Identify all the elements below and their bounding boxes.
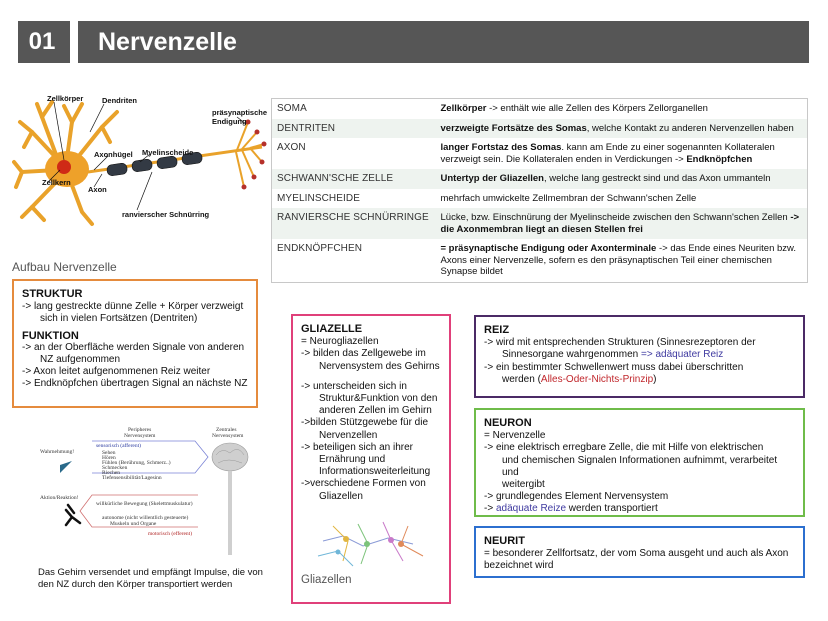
table-row: [272, 169, 808, 189]
label-axonhuegel: Axonhügel: [94, 150, 133, 159]
glia-line: = Neurogliazellen: [301, 336, 379, 348]
term-cell: MYELINSCHEIDE: [277, 192, 360, 204]
funktion-line: -> an der Oberfläche werden Signale von anderen: [22, 341, 245, 353]
chapter-number: 01: [28, 28, 56, 55]
glia-line: -> beteiligen sich an ihrer: [301, 441, 414, 453]
nucleus-shape: [57, 160, 71, 174]
neuron-line: weitergibt: [502, 479, 545, 491]
ns-label: Wahrnehmung!: [40, 449, 75, 455]
label-dendriten: Dendriten: [102, 96, 138, 105]
reiz-line: -> wird mit entsprechenden Strukturen (Sinnesrezeptoren der: [484, 337, 756, 349]
ns-sense: Hören: [102, 455, 116, 461]
neuron-line: -> adäquate Reize werden transportiert: [484, 503, 658, 515]
funktion-line: -> Endknöpfchen übertragen Signal an nächste NZ: [22, 378, 248, 390]
ns-label: willkürliche Bewegung (Skelettmuskulatur): [96, 501, 193, 507]
table-row: [272, 138, 808, 169]
definition-cell: Lücke, bzw. Einschnürung der Myelinscheide zwischen den Schwann'schen Zellen -> die Axonmembran liegt an diesen Stellen frei: [440, 212, 800, 235]
nervensystem-caption: Das Gehirn versendet und empfängt Impulse, die von den NZ durch den Körper transportiert werden: [38, 567, 263, 590]
ns-label: Nervensystem: [124, 433, 156, 439]
glia-line: Informationsweiterleitung: [319, 466, 431, 478]
page-title: Nervenzelle: [98, 28, 237, 56]
glia-spacer: [301, 373, 441, 381]
definition-cell: Zellkörper -> enthält wie alle Zellen des Körpers Zellorganellen: [440, 103, 708, 114]
table-row: [272, 239, 808, 282]
nervensystem-diagram: [30, 425, 270, 560]
neuron-line: -> grundlegendes Element Nervensystem: [484, 491, 669, 503]
ns-label: sensorisch (afferent): [96, 443, 141, 449]
glia-line: Ernährung und: [319, 454, 386, 466]
gliazelle-box: [291, 314, 451, 604]
label-zellkern: Zellkern: [42, 178, 71, 187]
glia-cells-illustration: [313, 516, 433, 571]
label-zellkoerper: Zellkörper: [47, 94, 84, 103]
reiz-heading: REIZ: [484, 324, 510, 336]
label-ranvier: ranvierscher Schnürring: [122, 210, 210, 219]
ns-label: Nervensystem: [212, 433, 244, 439]
definition-cell: langer Fortstaz des Somas. kann am Ende zu einer sogenannten Kollateralen verzweigt sein. Die Kollateralen enden in Verdickungen -> Endknöpfchen: [440, 142, 775, 165]
struktur-line: sich in vielen Fortsätzen (Dentriten): [40, 313, 198, 325]
ns-sense: Sehen: [102, 450, 116, 456]
funktion-line: NZ aufgenommen: [40, 354, 121, 366]
glia-line: -> unterscheiden sich in: [301, 380, 407, 392]
table-row: [272, 119, 808, 139]
reiz-line: Sinnesorgane wahrgenommen => adäquater Reiz: [502, 349, 724, 361]
neuron-illustration: [12, 92, 272, 232]
term-cell: RANVIERSCHE SCHNÜRRINGE: [277, 212, 429, 223]
glia-line: Gliazellen: [319, 490, 363, 502]
ns-sense: Riechen: [102, 470, 121, 476]
definition-table: [271, 98, 808, 283]
title-bar: [18, 21, 809, 63]
term-cell: ENDKNÖPFCHEN: [277, 243, 363, 254]
ns-label: motorisch (efferent): [148, 531, 193, 537]
funktion-line: -> Axon leitet aufgenommenen Reiz weiter: [22, 366, 211, 378]
ns-label: Aktion/Reaktion!: [40, 495, 79, 501]
neuron-line: -> eine elektrisch erregbare Zelle, die mit Hilfe von elektrischen: [484, 442, 764, 454]
neuron-line: und chemischen Signalen Informationen aufnimmt, verarbeitet und: [502, 454, 778, 478]
definition-cell: verzweigte Fortsätze des Somas, welche Kontakt zu anderen Nervenzellen haben: [440, 122, 794, 134]
definition-cell: = präsynaptische Endigung oder Axonterminale -> das Ende eines Neuriten bzw. Axons einer Nervenzelle, sofern es den präsynaptischen Teil einer chemischen Synapse bildet: [440, 243, 797, 277]
funktion-heading: FUNKTION: [22, 329, 79, 342]
glia-line: ->verschiedene Formen von: [301, 478, 426, 490]
ns-label: Peripheres: [128, 427, 152, 433]
ns-label: Zentrales: [216, 427, 237, 433]
definition-cell: mehrfach umwickelte Zellmembran der Schwann'schen Zelle: [440, 192, 697, 204]
figure-caption: Aufbau Nervenzelle: [12, 260, 117, 274]
neuron-heading: NEURON: [484, 417, 532, 429]
neurit-line: bezeichnet wird: [484, 560, 554, 572]
glia-line: -> bilden das Zellgewebe im: [301, 348, 426, 360]
glia-line: ->bilden Stützgewebe für die: [301, 417, 429, 429]
term-cell: AXON: [277, 142, 306, 153]
reiz-line: werden (Alles-Oder-Nichts-Prinzip): [502, 373, 657, 385]
neuron-line: = Nervenzelle: [484, 430, 546, 442]
table-row: [272, 189, 808, 209]
ns-sense: Fühlen (Berührung, Schmerz..): [102, 460, 171, 466]
term-cell: SOMA: [277, 103, 307, 114]
term-cell: DENTRITEN: [277, 122, 336, 134]
reiz-box: [474, 315, 805, 398]
term-cell: SCHWANN'SCHE ZELLE: [277, 173, 394, 184]
neurit-line: = besonderer Zellfortsatz, der vom Soma ausgeht und auch als Axon: [484, 548, 789, 560]
struktur-box: [12, 279, 258, 408]
reiz-line: -> ein bestimmter Schwellenwert muss dabei überschritten: [484, 361, 744, 373]
ns-sense: Schmecken: [102, 465, 128, 471]
label-praesynaptisch-1: präsynaptische: [212, 108, 268, 117]
neurit-box: [474, 526, 805, 578]
ns-label: autonome (nicht willentlich gesteuerte): [102, 515, 189, 521]
glia-line: Struktur&Funktion von den: [319, 393, 438, 405]
ns-sense: Tiefensensibilität/Lagesinn: [102, 475, 162, 481]
definition-cell: Untertyp der Gliazellen, welche lang gestreckt sind und das Axon ummanteln: [440, 173, 771, 184]
glia-line: Nervensystem des Gehirns: [319, 360, 440, 372]
label-myelinscheide: Myelinscheide: [142, 148, 194, 157]
glia-caption: Gliazellen: [301, 574, 352, 586]
label-axon: Axon: [88, 185, 107, 194]
gliazelle-heading: GLIAZELLE: [301, 323, 363, 335]
struktur-heading: STRUKTUR: [22, 288, 83, 300]
table-row: [272, 208, 808, 239]
nervensystem-drawing: [30, 425, 270, 560]
neuron-box: [474, 408, 805, 517]
label-praesynaptisch-2: Endigung: [212, 117, 247, 126]
glia-line: Nervenzellen: [319, 429, 378, 441]
table-row: [272, 99, 808, 119]
title-separator: [70, 21, 78, 63]
glia-line: anderen Zellen im Gehirn: [319, 405, 432, 417]
ns-label: Muskeln und Organe: [110, 521, 157, 527]
struktur-line: -> lang gestreckte dünne Zelle + Körper verzweigt: [22, 301, 244, 313]
neurit-heading: NEURIT: [484, 535, 525, 547]
